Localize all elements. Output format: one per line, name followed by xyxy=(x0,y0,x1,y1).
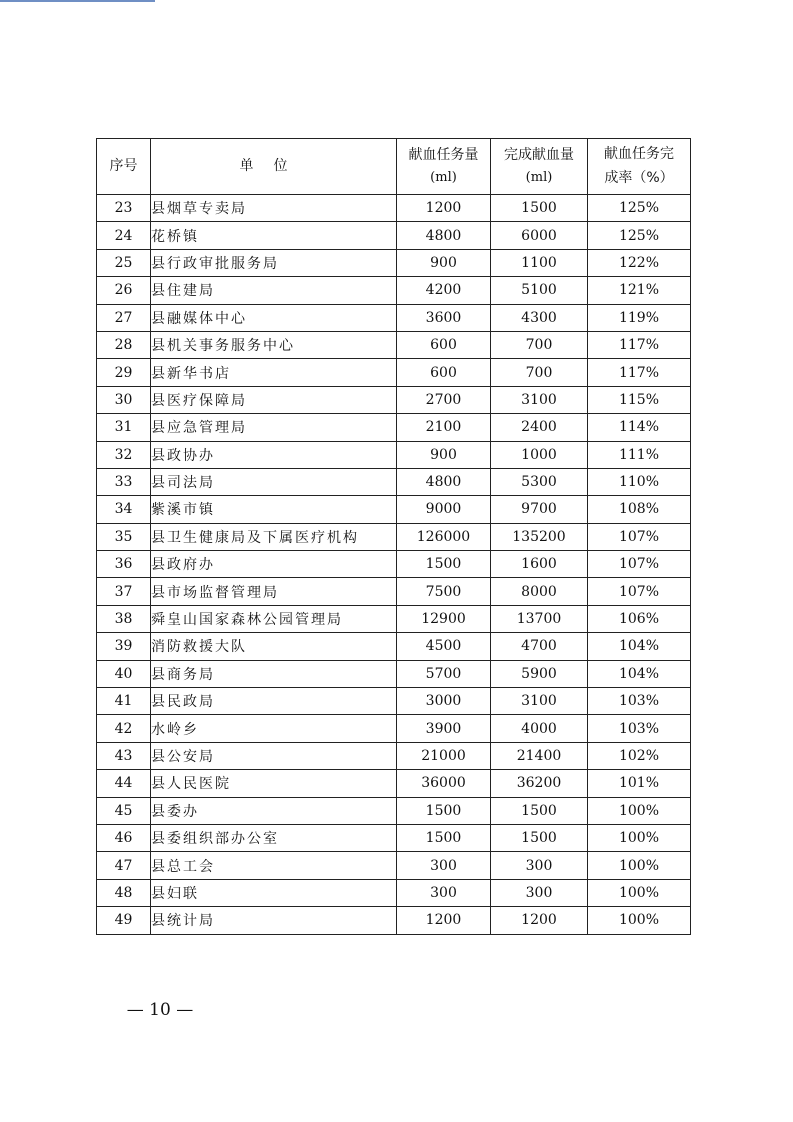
cell-rate: 111% xyxy=(588,441,691,468)
scan-edge-line xyxy=(0,0,155,2)
cell-unit: 县烟草专卖局 xyxy=(151,195,397,222)
cell-done: 2400 xyxy=(491,414,588,441)
cell-no: 49 xyxy=(97,907,151,934)
cell-task: 900 xyxy=(397,249,491,276)
table-row xyxy=(97,688,691,715)
cell-task: 36000 xyxy=(397,770,491,797)
header-done xyxy=(491,139,588,195)
cell-no: 25 xyxy=(97,249,151,276)
cell-unit: 县委办 xyxy=(151,797,397,824)
cell-no: 47 xyxy=(97,852,151,879)
cell-unit: 县政协办 xyxy=(151,441,397,468)
table-header-row xyxy=(97,139,691,195)
table-row xyxy=(97,331,691,358)
cell-done: 6000 xyxy=(491,222,588,249)
cell-task: 21000 xyxy=(397,742,491,769)
cell-task: 126000 xyxy=(397,523,491,550)
cell-task: 2100 xyxy=(397,414,491,441)
header-rate-label-2: 成率（%） xyxy=(604,169,674,186)
cell-done: 135200 xyxy=(491,523,588,550)
cell-rate: 107% xyxy=(588,578,691,605)
cell-task: 3000 xyxy=(397,688,491,715)
cell-task: 1200 xyxy=(397,907,491,934)
cell-unit: 县新华书店 xyxy=(151,359,397,386)
cell-task: 9000 xyxy=(397,496,491,523)
cell-done: 5300 xyxy=(491,468,588,495)
table-row xyxy=(97,715,691,742)
cell-unit: 县卫生健康局及下属医疗机构 xyxy=(151,523,397,550)
cell-no: 39 xyxy=(97,633,151,660)
cell-unit: 县民政局 xyxy=(151,688,397,715)
header-task-unit: (ml) xyxy=(430,170,457,186)
cell-unit: 县应急管理局 xyxy=(151,414,397,441)
header-done-unit: (ml) xyxy=(525,170,553,186)
table-row xyxy=(97,797,691,824)
cell-rate: 125% xyxy=(588,195,691,222)
cell-rate: 122% xyxy=(588,249,691,276)
cell-task: 1200 xyxy=(397,195,491,222)
cell-rate: 103% xyxy=(588,688,691,715)
cell-rate: 125% xyxy=(588,222,691,249)
table-row xyxy=(97,249,691,276)
cell-no: 41 xyxy=(97,688,151,715)
cell-rate: 106% xyxy=(588,605,691,632)
cell-unit: 花桥镇 xyxy=(151,222,397,249)
cell-task: 4800 xyxy=(397,222,491,249)
cell-unit: 水岭乡 xyxy=(151,715,397,742)
cell-task: 1500 xyxy=(397,797,491,824)
cell-unit: 消防救援大队 xyxy=(151,633,397,660)
cell-no: 30 xyxy=(97,386,151,413)
table-row xyxy=(97,304,691,331)
cell-task: 3900 xyxy=(397,715,491,742)
cell-rate: 110% xyxy=(588,468,691,495)
cell-no: 26 xyxy=(97,277,151,304)
cell-unit: 县商务局 xyxy=(151,660,397,687)
cell-rate: 114% xyxy=(588,414,691,441)
cell-done: 700 xyxy=(491,331,588,358)
cell-rate: 108% xyxy=(588,496,691,523)
table-row xyxy=(97,523,691,550)
cell-unit: 县机关事务服务中心 xyxy=(151,331,397,358)
table-row xyxy=(97,277,691,304)
cell-no: 43 xyxy=(97,742,151,769)
cell-task: 2700 xyxy=(397,386,491,413)
table-row xyxy=(97,770,691,797)
cell-task: 300 xyxy=(397,879,491,906)
cell-rate: 119% xyxy=(588,304,691,331)
page-number: — 10 — xyxy=(126,1000,194,1020)
cell-rate: 117% xyxy=(588,359,691,386)
cell-task: 5700 xyxy=(397,660,491,687)
cell-done: 36200 xyxy=(491,770,588,797)
cell-no: 27 xyxy=(97,304,151,331)
cell-rate: 117% xyxy=(588,331,691,358)
cell-no: 38 xyxy=(97,605,151,632)
cell-done: 700 xyxy=(491,359,588,386)
cell-unit: 县市场监督管理局 xyxy=(151,578,397,605)
cell-no: 23 xyxy=(97,195,151,222)
header-task xyxy=(397,139,491,195)
table-row xyxy=(97,742,691,769)
blood-donation-table xyxy=(96,138,691,935)
table-row xyxy=(97,551,691,578)
cell-rate: 100% xyxy=(588,879,691,906)
cell-rate: 101% xyxy=(588,770,691,797)
cell-rate: 107% xyxy=(588,523,691,550)
cell-done: 1500 xyxy=(491,195,588,222)
cell-task: 3600 xyxy=(397,304,491,331)
cell-unit: 县住建局 xyxy=(151,277,397,304)
cell-task: 300 xyxy=(397,852,491,879)
cell-unit: 舜皇山国家森林公园管理局 xyxy=(151,605,397,632)
table-row xyxy=(97,824,691,851)
header-task-label: 献血任务量 xyxy=(408,147,479,164)
table-row xyxy=(97,633,691,660)
cell-done: 1600 xyxy=(491,551,588,578)
table-row xyxy=(97,222,691,249)
cell-unit: 县行政审批服务局 xyxy=(151,249,397,276)
cell-task: 7500 xyxy=(397,578,491,605)
cell-no: 34 xyxy=(97,496,151,523)
cell-task: 4200 xyxy=(397,277,491,304)
cell-done: 1000 xyxy=(491,441,588,468)
blood-donation-table-container xyxy=(96,138,691,935)
cell-task: 600 xyxy=(397,331,491,358)
cell-done: 5900 xyxy=(491,660,588,687)
cell-done: 3100 xyxy=(491,688,588,715)
table-row xyxy=(97,359,691,386)
cell-done: 1100 xyxy=(491,249,588,276)
table-row xyxy=(97,578,691,605)
header-unit: 单位 xyxy=(151,139,397,195)
table-row xyxy=(97,496,691,523)
header-rate xyxy=(588,139,691,195)
cell-done: 9700 xyxy=(491,496,588,523)
cell-unit: 县妇联 xyxy=(151,879,397,906)
cell-rate: 107% xyxy=(588,551,691,578)
table-row xyxy=(97,195,691,222)
cell-unit: 县融媒体中心 xyxy=(151,304,397,331)
cell-unit: 县统计局 xyxy=(151,907,397,934)
cell-done: 1200 xyxy=(491,907,588,934)
cell-done: 5100 xyxy=(491,277,588,304)
cell-rate: 104% xyxy=(588,633,691,660)
cell-done: 1500 xyxy=(491,824,588,851)
cell-task: 1500 xyxy=(397,824,491,851)
cell-task: 600 xyxy=(397,359,491,386)
cell-unit: 县医疗保障局 xyxy=(151,386,397,413)
cell-task: 4500 xyxy=(397,633,491,660)
cell-no: 44 xyxy=(97,770,151,797)
cell-rate: 102% xyxy=(588,742,691,769)
cell-unit: 县人民医院 xyxy=(151,770,397,797)
cell-done: 300 xyxy=(491,852,588,879)
cell-rate: 100% xyxy=(588,907,691,934)
cell-rate: 103% xyxy=(588,715,691,742)
cell-rate: 115% xyxy=(588,386,691,413)
header-no: 序号 xyxy=(97,139,151,195)
cell-done: 4300 xyxy=(491,304,588,331)
cell-task: 4800 xyxy=(397,468,491,495)
cell-no: 35 xyxy=(97,523,151,550)
cell-unit: 紫溪市镇 xyxy=(151,496,397,523)
cell-task: 1500 xyxy=(397,551,491,578)
cell-no: 42 xyxy=(97,715,151,742)
cell-done: 3100 xyxy=(491,386,588,413)
cell-done: 8000 xyxy=(491,578,588,605)
cell-no: 40 xyxy=(97,660,151,687)
cell-done: 300 xyxy=(491,879,588,906)
cell-no: 37 xyxy=(97,578,151,605)
cell-rate: 121% xyxy=(588,277,691,304)
cell-no: 29 xyxy=(97,359,151,386)
cell-rate: 100% xyxy=(588,852,691,879)
cell-no: 45 xyxy=(97,797,151,824)
cell-no: 48 xyxy=(97,879,151,906)
table-row xyxy=(97,441,691,468)
cell-no: 28 xyxy=(97,331,151,358)
cell-done: 13700 xyxy=(491,605,588,632)
header-done-label: 完成献血量 xyxy=(504,147,574,164)
cell-unit: 县委组织部办公室 xyxy=(151,824,397,851)
cell-done: 21400 xyxy=(491,742,588,769)
cell-no: 32 xyxy=(97,441,151,468)
table-row xyxy=(97,852,691,879)
table-row xyxy=(97,879,691,906)
table-row xyxy=(97,468,691,495)
cell-done: 1500 xyxy=(491,797,588,824)
cell-rate: 100% xyxy=(588,797,691,824)
cell-no: 31 xyxy=(97,414,151,441)
cell-no: 46 xyxy=(97,824,151,851)
cell-rate: 104% xyxy=(588,660,691,687)
cell-task: 12900 xyxy=(397,605,491,632)
cell-unit: 县总工会 xyxy=(151,852,397,879)
cell-rate: 100% xyxy=(588,824,691,851)
cell-task: 900 xyxy=(397,441,491,468)
cell-unit: 县司法局 xyxy=(151,468,397,495)
cell-done: 4000 xyxy=(491,715,588,742)
cell-unit: 县政府办 xyxy=(151,551,397,578)
table-row xyxy=(97,605,691,632)
table-row xyxy=(97,386,691,413)
cell-unit: 县公安局 xyxy=(151,742,397,769)
cell-no: 33 xyxy=(97,468,151,495)
table-row xyxy=(97,414,691,441)
cell-no: 36 xyxy=(97,551,151,578)
cell-done: 4700 xyxy=(491,633,588,660)
table-row xyxy=(97,907,691,934)
header-rate-label-1: 献血任务完 xyxy=(604,146,674,163)
cell-no: 24 xyxy=(97,222,151,249)
table-row xyxy=(97,660,691,687)
